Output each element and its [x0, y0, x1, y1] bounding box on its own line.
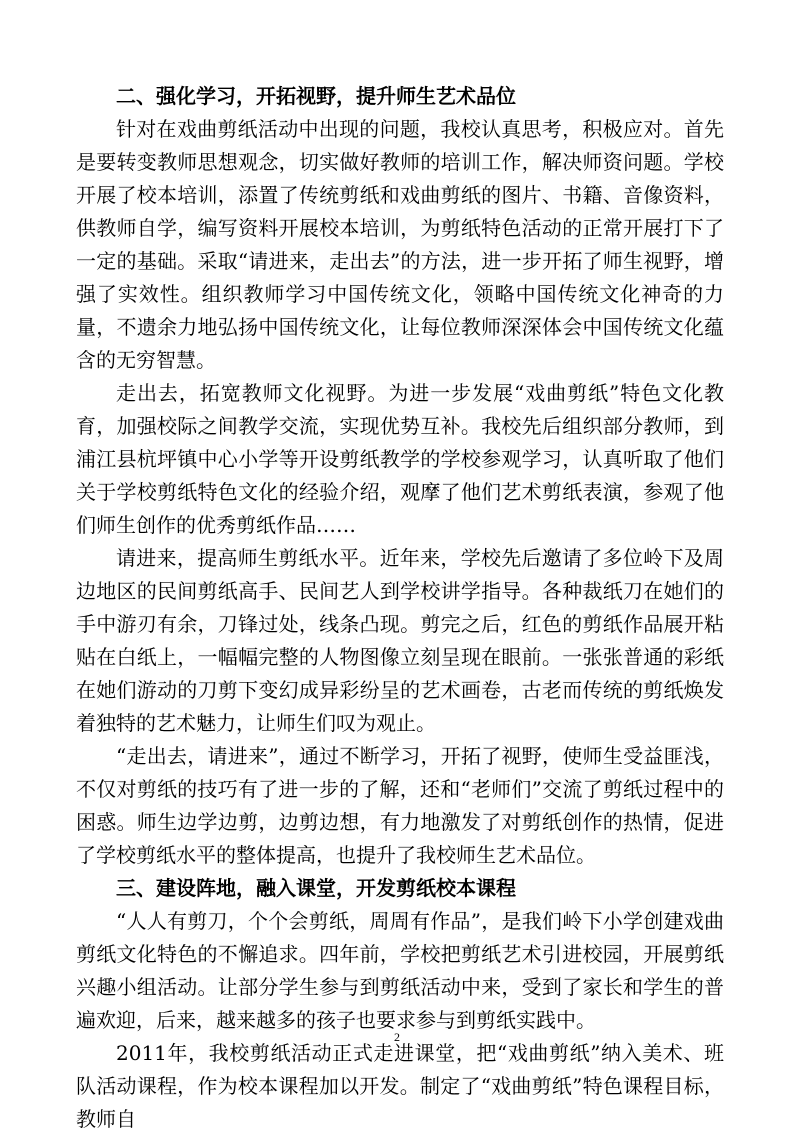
document-body: [76, 80, 724, 1136]
paragraph: 走出去，拓宽教师文化视野。为进一步发展“戏曲剪纸”特色文化教育，加强校际之间教学交流，实现优势互补。我校先后组织部分教师，到浦江县杭坪镇中心小学等开设剪纸教学的学校参观学习，认真听取了他们关于学校剪纸特色文化的经验介绍，观摩了他们艺术剪纸表演，参观了他们师生创作的优秀剪纸作品……: [76, 381, 724, 537]
paragraph: “走出去，请进来”，通过不断学习，开拓了视野，使师生受益匪浅，不仅对剪纸的技巧有了进一步的了解，还和“老师们”交流了剪纸过程中的困惑。师生边学边剪，边剪边想，有力地激发了对剪纸创作的热情，促进了学校剪纸水平的整体提高，也提升了我校师生艺术品位。: [76, 744, 724, 867]
paragraph: 2011年，我校剪纸活动正式走进课堂，把“戏曲剪纸”纳入美术、班队活动课程，作为校本课程加以开发。制定了“戏曲剪纸”特色课程目标，教师自: [76, 1041, 724, 1131]
paragraph: 请进来，提高师生剪纸水平。近年来，学校先后邀请了多位岭下及周边地区的民间剪纸高手、民间艺人到学校讲学指导。各种裁纸刀在她们的手中游刃有余，刀锋过处，线条凸现。剪完之后，红色的剪纸作品展开粘贴在白纸上，一幅幅完整的人物图像立刻呈现在眼前。一张张普通的彩纸在她们游动的刀剪下变幻成异彩纷呈的艺术画卷，古老而传统的剪纸焕发着独特的艺术魅力，让师生们叹为观止。: [76, 546, 724, 735]
section-heading-3: 三、建设阵地，融入课堂，开发剪纸校本课程: [116, 876, 516, 900]
paragraph: 针对在戏曲剪纸活动中出现的问题，我校认真思考，积极应对。首先是要转变教师思想观念，切实做好教师的培训工作，解决师资问题。学校开展了校本培训，添置了传统剪纸和戏曲剪纸的图片、书籍、音像资料，供教师自学，编写资料开展校本培训，为剪纸特色活动的正常开展打下了一定的基础。采取“请进来，走出去”的方法，进一步开拓了师生视野，增强了实效性。组织教师学习中国传统文化，领略中国传统文化神奇的力量，不遗余力地弘扬中国传统文化，让每位教师深深体会中国传统文化蕴含的无穷智慧。: [76, 117, 724, 372]
page-number: 2: [394, 1030, 400, 1044]
paragraph: “人人有剪刀，个个会剪纸，周周有作品”，是我们岭下小学创建戏曲剪纸文化特色的不懈追求。四年前，学校把剪纸艺术引进校园，开展剪纸兴趣小组活动。让部分学生参与到剪纸活动中来，受到了家长和学生的普遍欢迎，后来，越来越多的孩子也要求参与到剪纸实践中。: [76, 909, 724, 1032]
section-heading-2: 二、强化学习，开拓视野，提升师生艺术品位: [116, 84, 516, 108]
